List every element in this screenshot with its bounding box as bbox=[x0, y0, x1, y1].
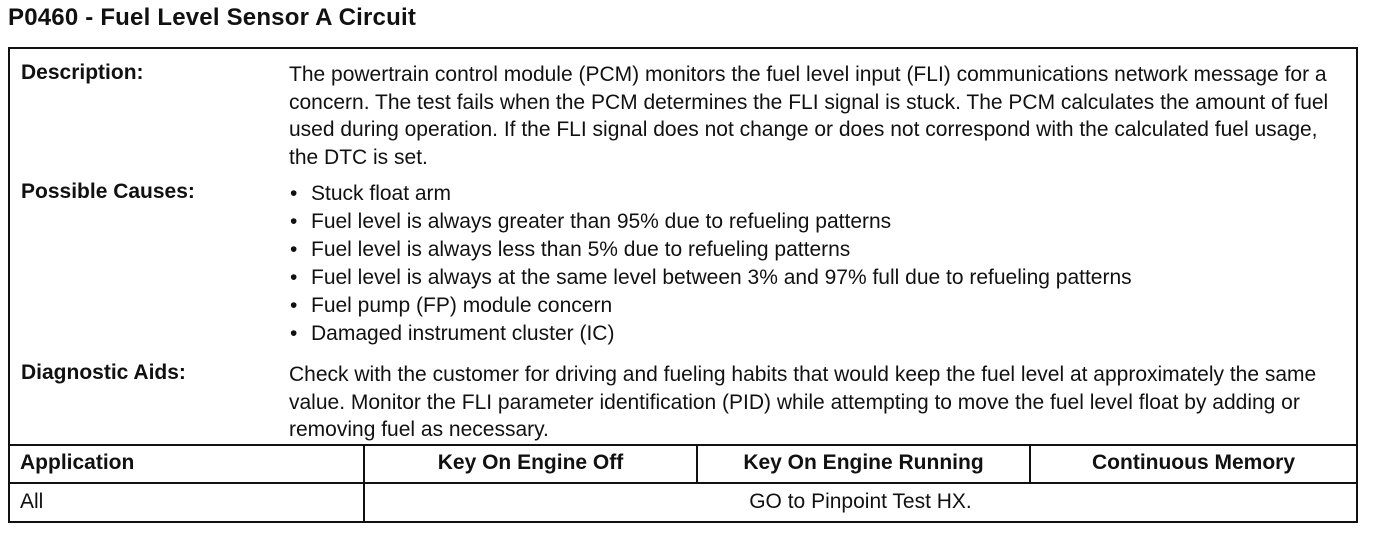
possible-causes-list bbox=[289, 180, 1348, 348]
bullet-icon: • bbox=[290, 210, 298, 233]
page-title: P0460 - Fuel Level Sensor A Circuit bbox=[8, 4, 417, 31]
cell-action: GO to Pinpoint Test HX. bbox=[749, 490, 972, 513]
list-item bbox=[289, 292, 1348, 320]
dtc-info-box bbox=[8, 47, 1358, 523]
description-text: The powertrain control module (PCM) monitors the fuel level input (FLI) communications network message for a concern. The test fails when the PCM determines the FLI signal is stuck. The PCM calculates the amount of fuel used during operation. If the FLI signal does not change or does not correspond with the calculated fuel usage, the DTC is set. bbox=[289, 63, 1329, 169]
description-text-block bbox=[289, 61, 1348, 171]
header-application: Application bbox=[20, 451, 135, 474]
diagnostic-aids-text-block bbox=[289, 361, 1348, 444]
cause-text: Fuel level is always greater than 95% due to refueling patterns bbox=[311, 210, 892, 233]
bullet-icon: • bbox=[290, 322, 298, 345]
description-label: Description: bbox=[21, 61, 144, 84]
header-key-on-engine-off: Key On Engine Off bbox=[437, 451, 624, 474]
cause-text: Fuel pump (FP) module concern bbox=[311, 294, 613, 317]
possible-causes-block bbox=[289, 180, 1348, 348]
cause-text: Fuel level is always at the same level between 3% and 97% full due to refueling patterns bbox=[311, 266, 1132, 289]
list-item bbox=[289, 320, 1348, 348]
test-table bbox=[10, 444, 1356, 521]
bullet-icon: • bbox=[290, 294, 298, 317]
list-item bbox=[289, 236, 1348, 264]
bullet-icon: • bbox=[290, 182, 298, 205]
cell-application: All bbox=[20, 490, 44, 513]
diagnostic-aids-label: Diagnostic Aids: bbox=[21, 361, 186, 384]
bullet-icon: • bbox=[290, 266, 298, 289]
header-key-on-engine-running: Key On Engine Running bbox=[743, 451, 984, 474]
list-item bbox=[289, 208, 1348, 236]
diagnostic-aids-text: Check with the customer for driving and fueling habits that would keep the fuel level at approximately the same value. Monitor the FLI parameter identification (PID) while attempting to move the fuel level float by adding or removing fuel as necessary. bbox=[289, 363, 1317, 441]
possible-causes-label: Possible Causes: bbox=[21, 180, 195, 203]
bullet-icon: • bbox=[290, 238, 298, 261]
list-item bbox=[289, 264, 1348, 292]
cause-text: Fuel level is always less than 5% due to refueling patterns bbox=[311, 238, 851, 261]
list-item bbox=[289, 180, 1348, 208]
header-continuous-memory: Continuous Memory bbox=[1092, 451, 1295, 474]
cause-text: Damaged instrument cluster (IC) bbox=[311, 322, 615, 345]
cause-text: Stuck float arm bbox=[311, 182, 452, 205]
